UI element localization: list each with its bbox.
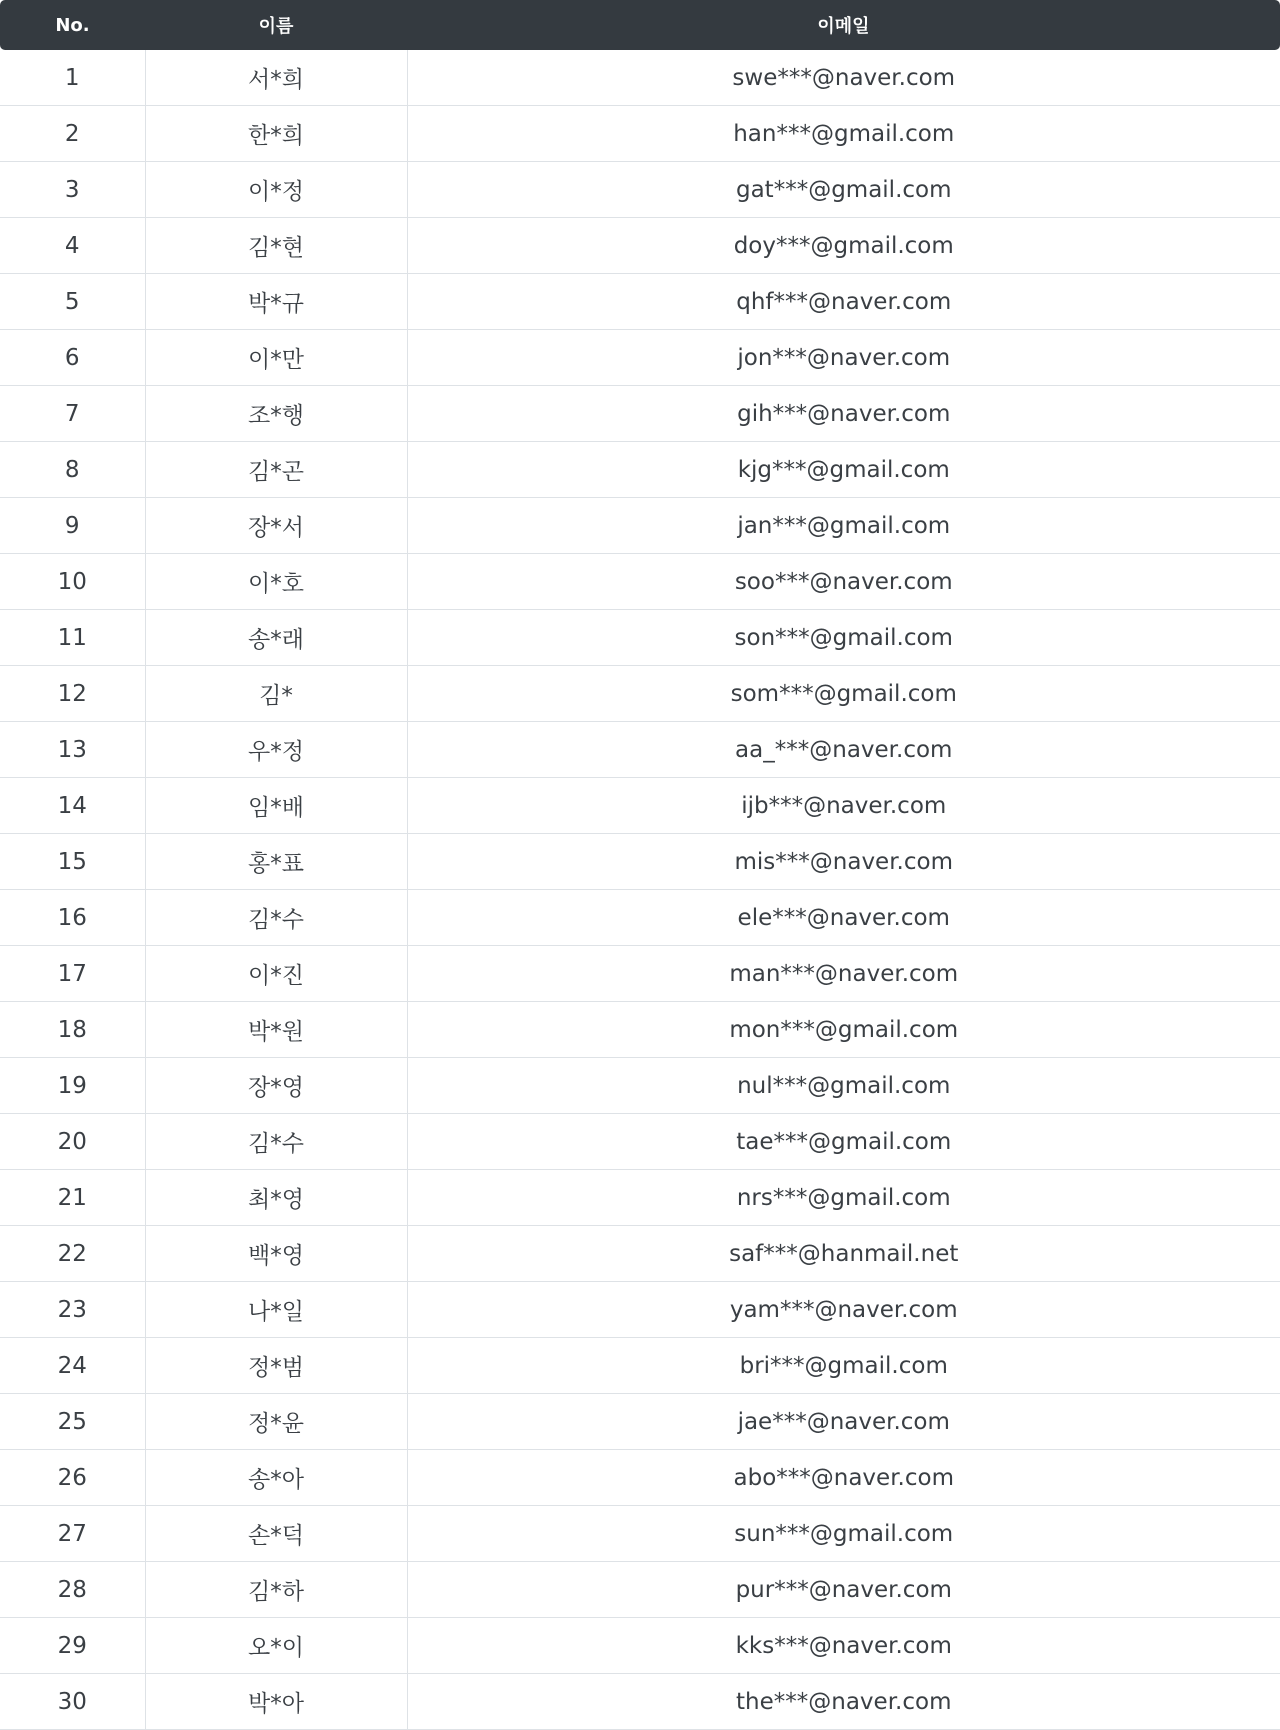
email-cell: kjg***@gmail.com bbox=[407, 442, 1280, 498]
email-cell: qhf***@naver.com bbox=[407, 274, 1280, 330]
table-row bbox=[0, 722, 1280, 778]
name-cell: 이*진 bbox=[145, 946, 407, 1002]
email-cell: pur***@naver.com bbox=[407, 1562, 1280, 1618]
email-cell: gat***@gmail.com bbox=[407, 162, 1280, 218]
email-cell: sun***@gmail.com bbox=[407, 1506, 1280, 1562]
table-row bbox=[0, 162, 1280, 218]
name-cell: 서*희 bbox=[145, 50, 407, 106]
row-number-cell: 7 bbox=[0, 386, 145, 442]
email-cell: son***@gmail.com bbox=[407, 610, 1280, 666]
table-row bbox=[0, 1394, 1280, 1450]
column-header-name: 이름 bbox=[145, 0, 407, 50]
name-cell: 김*현 bbox=[145, 218, 407, 274]
table-row bbox=[0, 50, 1280, 106]
name-cell: 이*호 bbox=[145, 554, 407, 610]
table-row bbox=[0, 1506, 1280, 1562]
row-number-cell: 20 bbox=[0, 1114, 145, 1170]
row-number-cell: 26 bbox=[0, 1450, 145, 1506]
email-cell: kks***@naver.com bbox=[407, 1618, 1280, 1674]
email-cell: man***@naver.com bbox=[407, 946, 1280, 1002]
email-cell: som***@gmail.com bbox=[407, 666, 1280, 722]
table-row bbox=[0, 442, 1280, 498]
email-cell: jon***@naver.com bbox=[407, 330, 1280, 386]
row-number-cell: 21 bbox=[0, 1170, 145, 1226]
email-cell: ele***@naver.com bbox=[407, 890, 1280, 946]
table-row bbox=[0, 498, 1280, 554]
name-cell: 박*규 bbox=[145, 274, 407, 330]
email-cell: gih***@naver.com bbox=[407, 386, 1280, 442]
table-row bbox=[0, 1282, 1280, 1338]
table-row bbox=[0, 330, 1280, 386]
table-row bbox=[0, 554, 1280, 610]
email-cell: bri***@gmail.com bbox=[407, 1338, 1280, 1394]
name-cell: 이*만 bbox=[145, 330, 407, 386]
table-row bbox=[0, 1618, 1280, 1674]
row-number-cell: 16 bbox=[0, 890, 145, 946]
row-number-cell: 27 bbox=[0, 1506, 145, 1562]
name-cell: 백*영 bbox=[145, 1226, 407, 1282]
table-row bbox=[0, 778, 1280, 834]
name-cell: 나*일 bbox=[145, 1282, 407, 1338]
name-cell: 우*정 bbox=[145, 722, 407, 778]
name-cell: 임*배 bbox=[145, 778, 407, 834]
row-number-cell: 1 bbox=[0, 50, 145, 106]
row-number-cell: 6 bbox=[0, 330, 145, 386]
row-number-cell: 13 bbox=[0, 722, 145, 778]
table-row bbox=[0, 890, 1280, 946]
row-number-cell: 15 bbox=[0, 834, 145, 890]
email-cell: soo***@naver.com bbox=[407, 554, 1280, 610]
email-cell: saf***@hanmail.net bbox=[407, 1226, 1280, 1282]
table-row bbox=[0, 106, 1280, 162]
row-number-cell: 18 bbox=[0, 1002, 145, 1058]
name-cell: 최*영 bbox=[145, 1170, 407, 1226]
email-cell: swe***@naver.com bbox=[407, 50, 1280, 106]
name-cell: 조*행 bbox=[145, 386, 407, 442]
column-header-email: 이메일 bbox=[407, 0, 1280, 50]
table-row bbox=[0, 834, 1280, 890]
table-row bbox=[0, 1058, 1280, 1114]
name-cell: 정*윤 bbox=[145, 1394, 407, 1450]
name-cell: 박*아 bbox=[145, 1674, 407, 1730]
table-row bbox=[0, 946, 1280, 1002]
table-row bbox=[0, 1562, 1280, 1618]
table-body bbox=[0, 50, 1280, 1730]
row-number-cell: 3 bbox=[0, 162, 145, 218]
email-cell: tae***@gmail.com bbox=[407, 1114, 1280, 1170]
table-row bbox=[0, 610, 1280, 666]
table-row bbox=[0, 274, 1280, 330]
name-cell: 이*정 bbox=[145, 162, 407, 218]
email-cell: ijb***@naver.com bbox=[407, 778, 1280, 834]
email-cell: jae***@naver.com bbox=[407, 1394, 1280, 1450]
row-number-cell: 14 bbox=[0, 778, 145, 834]
email-cell: aa_***@naver.com bbox=[407, 722, 1280, 778]
column-header-no: No. bbox=[0, 0, 145, 50]
name-cell: 정*범 bbox=[145, 1338, 407, 1394]
name-cell: 송*래 bbox=[145, 610, 407, 666]
row-number-cell: 22 bbox=[0, 1226, 145, 1282]
email-cell: the***@naver.com bbox=[407, 1674, 1280, 1730]
row-number-cell: 25 bbox=[0, 1394, 145, 1450]
row-number-cell: 17 bbox=[0, 946, 145, 1002]
row-number-cell: 12 bbox=[0, 666, 145, 722]
table-row bbox=[0, 1170, 1280, 1226]
name-cell: 장*영 bbox=[145, 1058, 407, 1114]
name-cell: 김*수 bbox=[145, 890, 407, 946]
row-number-cell: 28 bbox=[0, 1562, 145, 1618]
email-cell: mon***@gmail.com bbox=[407, 1002, 1280, 1058]
name-cell: 한*희 bbox=[145, 106, 407, 162]
table-row bbox=[0, 1450, 1280, 1506]
row-number-cell: 8 bbox=[0, 442, 145, 498]
name-cell: 김*곤 bbox=[145, 442, 407, 498]
email-cell: nrs***@gmail.com bbox=[407, 1170, 1280, 1226]
row-number-cell: 5 bbox=[0, 274, 145, 330]
row-number-cell: 4 bbox=[0, 218, 145, 274]
name-cell: 송*아 bbox=[145, 1450, 407, 1506]
row-number-cell: 11 bbox=[0, 610, 145, 666]
email-cell: jan***@gmail.com bbox=[407, 498, 1280, 554]
email-cell: mis***@naver.com bbox=[407, 834, 1280, 890]
row-number-cell: 10 bbox=[0, 554, 145, 610]
email-cell: abo***@naver.com bbox=[407, 1450, 1280, 1506]
row-number-cell: 9 bbox=[0, 498, 145, 554]
name-cell: 장*서 bbox=[145, 498, 407, 554]
table-row bbox=[0, 218, 1280, 274]
table-row bbox=[0, 1226, 1280, 1282]
name-cell: 김* bbox=[145, 666, 407, 722]
row-number-cell: 24 bbox=[0, 1338, 145, 1394]
row-number-cell: 29 bbox=[0, 1618, 145, 1674]
email-cell: han***@gmail.com bbox=[407, 106, 1280, 162]
name-cell: 홍*표 bbox=[145, 834, 407, 890]
table-row bbox=[0, 1114, 1280, 1170]
table-row bbox=[0, 1674, 1280, 1730]
row-number-cell: 19 bbox=[0, 1058, 145, 1114]
name-cell: 김*하 bbox=[145, 1562, 407, 1618]
row-number-cell: 2 bbox=[0, 106, 145, 162]
table-row bbox=[0, 1338, 1280, 1394]
table-row bbox=[0, 386, 1280, 442]
header-row bbox=[0, 0, 1280, 50]
name-cell: 김*수 bbox=[145, 1114, 407, 1170]
table-row bbox=[0, 1002, 1280, 1058]
name-cell: 박*원 bbox=[145, 1002, 407, 1058]
email-cell: yam***@naver.com bbox=[407, 1282, 1280, 1338]
row-number-cell: 30 bbox=[0, 1674, 145, 1730]
table-row bbox=[0, 666, 1280, 722]
name-cell: 손*덕 bbox=[145, 1506, 407, 1562]
email-cell: nul***@gmail.com bbox=[407, 1058, 1280, 1114]
table-header bbox=[0, 0, 1280, 50]
email-cell: doy***@gmail.com bbox=[407, 218, 1280, 274]
row-number-cell: 23 bbox=[0, 1282, 145, 1338]
name-cell: 오*이 bbox=[145, 1618, 407, 1674]
